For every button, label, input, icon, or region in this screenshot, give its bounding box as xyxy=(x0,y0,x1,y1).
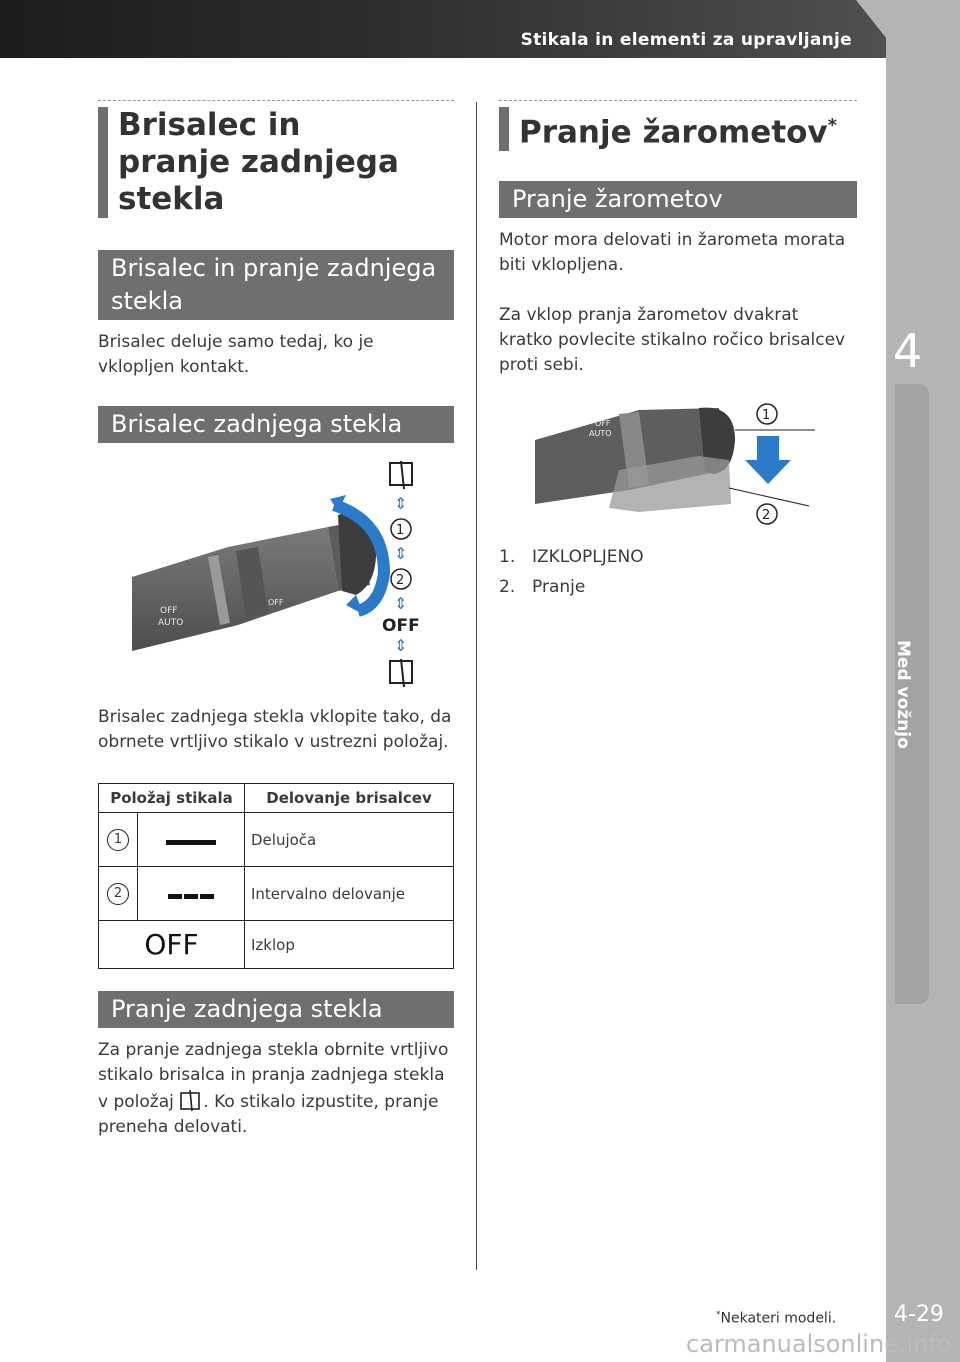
watermark: carmanualsonline.info xyxy=(686,1330,952,1358)
list-item: 1. IZKLOPLJENO xyxy=(499,547,644,568)
lever-off2-label: OFF xyxy=(268,598,284,607)
svg-text:⇕: ⇕ xyxy=(394,494,408,513)
table-header-action: Delovanje brisalcev xyxy=(245,784,454,813)
figure-label-1: 1 xyxy=(762,408,771,424)
chapter-number: 4 xyxy=(893,324,923,378)
position-2-label: 2 xyxy=(396,573,405,588)
footnote: *Nekateri modeli. xyxy=(716,1310,837,1327)
section-heading-box xyxy=(98,100,454,218)
position-off: OFF xyxy=(99,921,245,969)
intermittent-wipe-icon xyxy=(167,885,215,903)
left-column xyxy=(98,100,454,1140)
right-text-2: Za vklop pranja žarometov dvakrat kratko povlecite stikalno ročico brisalcev proti sebi. xyxy=(499,305,846,376)
subsection-title-2: Brisalec zadnjega stekla xyxy=(98,406,454,443)
table-row xyxy=(99,867,454,921)
subsection-title-3: Pranje zadnjega stekla xyxy=(98,991,454,1028)
subsection-text-2: Brisalec zadnjega stekla vklopite tako, da obrnete vrtljivo stikalo v ustrezni položaj. xyxy=(98,707,452,752)
column-divider xyxy=(476,102,477,1270)
position-1-label: 1 xyxy=(396,523,405,538)
subsection-title-1: Brisalec in pranje zadnjega stekla xyxy=(98,250,454,320)
table-row xyxy=(99,921,454,969)
lever-pull-drawing xyxy=(499,400,857,540)
washer-icon xyxy=(179,1088,203,1112)
wiper-lever-drawing xyxy=(98,455,454,705)
footnote-mark: * xyxy=(827,115,838,136)
table-row xyxy=(99,813,454,867)
lever-auto-label: AUTO xyxy=(589,429,612,439)
svg-text:⇕: ⇕ xyxy=(394,636,408,655)
section-heading-box xyxy=(499,100,857,151)
header-title: Stikala in elementi za upravljanje xyxy=(520,30,852,50)
lever-off-label: OFF xyxy=(595,419,611,429)
page-number: 4-29 xyxy=(894,1302,944,1327)
headlight-washer-illustration xyxy=(499,400,857,540)
subsection-title: Pranje žarometov xyxy=(499,181,857,218)
chapter-name: Med vožnjo xyxy=(893,640,913,749)
figure-label-2: 2 xyxy=(762,508,771,524)
right-column xyxy=(499,100,857,602)
table-header-position: Položaj stikala xyxy=(99,784,245,813)
wiper-position-table xyxy=(98,783,454,969)
table-cell-action: Intervalno delovanje xyxy=(245,867,454,921)
lever-off-label: OFF xyxy=(160,606,178,616)
section-heading: Brisalec in pranje zadnjega stekla xyxy=(98,107,418,218)
position-number: 2 xyxy=(107,883,129,905)
subsection-text-3: Za pranje zadnjega stekla obrnite vrtljivo stikalo brisalca in pranja zadnjega stekla v položaj . Ko stikalo izpustite, pranje preneha delovati. xyxy=(98,1040,449,1137)
svg-text:⇕: ⇕ xyxy=(394,544,408,563)
position-number: 1 xyxy=(107,829,129,851)
header-bar xyxy=(0,0,960,58)
subsection-text-1: Brisalec deluje samo tedaj, ko je vklopljen kontakt. xyxy=(98,332,374,377)
table-cell-action: Delujoča xyxy=(245,813,454,867)
svg-text:⇕: ⇕ xyxy=(394,594,408,613)
legend-list xyxy=(499,542,857,602)
lever-auto-label: AUTO xyxy=(158,618,184,628)
position-off-label: OFF xyxy=(382,616,420,636)
list-item: 2. Pranje xyxy=(499,577,586,598)
section-heading: Pranje žarometov* xyxy=(499,107,857,151)
right-text-1: Motor mora delovati in žarometa morata biti vklopljena. xyxy=(499,230,846,276)
continuous-wipe-icon xyxy=(166,840,216,845)
table-cell-action: Izklop xyxy=(245,921,454,969)
rear-wiper-illustration xyxy=(98,455,454,705)
